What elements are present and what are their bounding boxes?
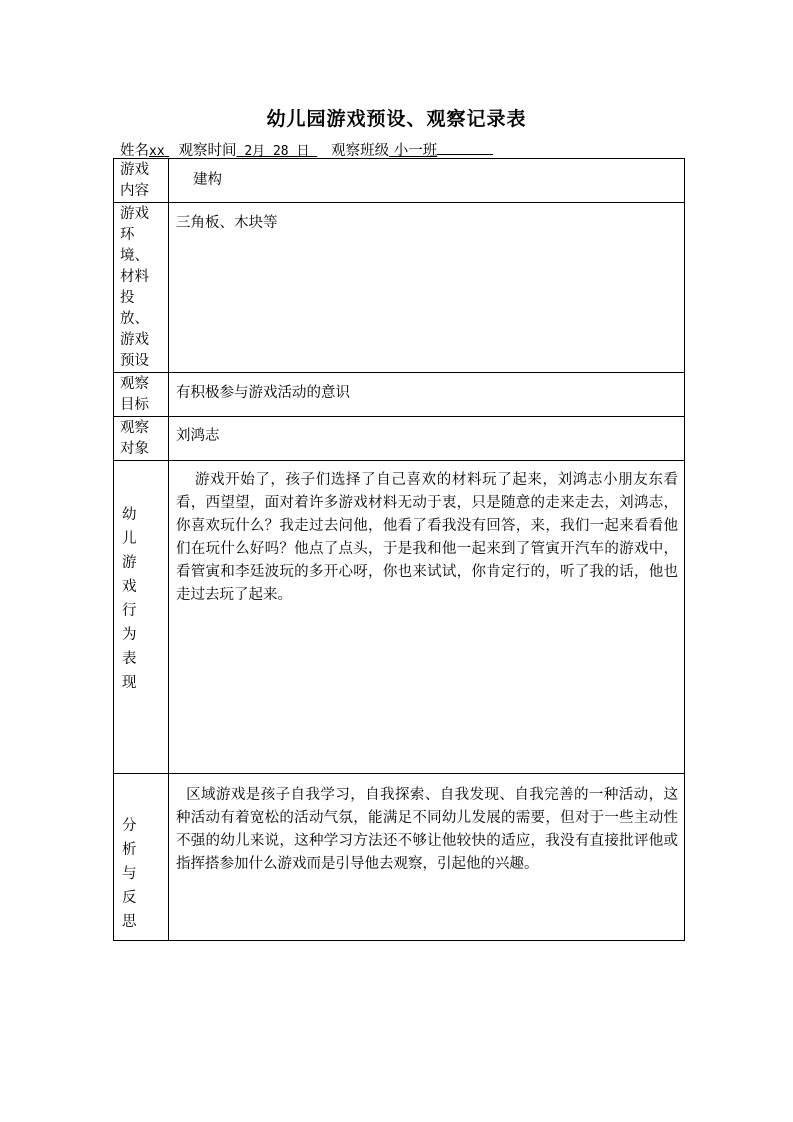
value-analysis: 区域游戏是孩子自我学习，自我探索、自我发现、自我完善的一种活动，这种活动有着宽松的活动气氛，能满足不同幼儿发展的需要，但对于一些主动性不强的幼儿来说，这种学习方法还不够让他较快的适应，我没有直接批评他或指挥搭参加什么游戏而是引导他去观察，引起他的兴趣。 (169, 774, 685, 941)
value-content: 建构 (169, 159, 685, 203)
name-label: 姓名 (120, 143, 149, 159)
row-analysis (114, 774, 685, 941)
row-goal (114, 373, 685, 417)
label-behavior: 幼儿游戏行为表现 (114, 461, 169, 774)
name-value: xx (149, 144, 165, 159)
label-analysis: 分析与反思 (114, 774, 169, 941)
row-environment (114, 203, 685, 373)
label-environment: 游戏环境、材料投放、游戏预设 (114, 203, 169, 373)
value-behavior: 游戏开始了，孩子们选择了自己喜欢的材料玩了起来，刘鸿志小朋友东看看，西望望，面对着许多游戏材料无动于衷，只是随意的走来走去，刘鸿志，你喜欢玩什么？我走过去问他，他看了看我没有回答，来，我们一起来看看他们在玩什么好吗？他点了点头，于是我和他一起来到了管寅开汽车的游戏中，看管寅和李廷波玩的多开心呀，你也来试试，你肯定行的，听了我的话，他也走过去玩了起来。 (169, 461, 685, 774)
label-subject: 观察对象 (114, 417, 169, 461)
class-label: 观察班级 (331, 143, 390, 159)
label-goal: 观察目标 (114, 373, 169, 417)
row-behavior (114, 461, 685, 774)
row-subject (114, 417, 685, 461)
row-content (114, 159, 685, 203)
label-content: 游戏内容 (114, 159, 169, 203)
value-subject: 刘鸿志 (169, 417, 685, 461)
value-environment: 三角板、木块等 (169, 203, 685, 373)
time-value: 2月 28 日 (244, 144, 310, 159)
time-label: 观察时间 (178, 143, 237, 159)
info-line (120, 139, 493, 160)
class-value: 小一班 (393, 143, 438, 159)
value-goal: 有积极参与游戏活动的意识 (169, 373, 685, 417)
record-table (113, 158, 685, 941)
page-title: 幼儿园游戏预设、观察记录表 (266, 108, 527, 130)
